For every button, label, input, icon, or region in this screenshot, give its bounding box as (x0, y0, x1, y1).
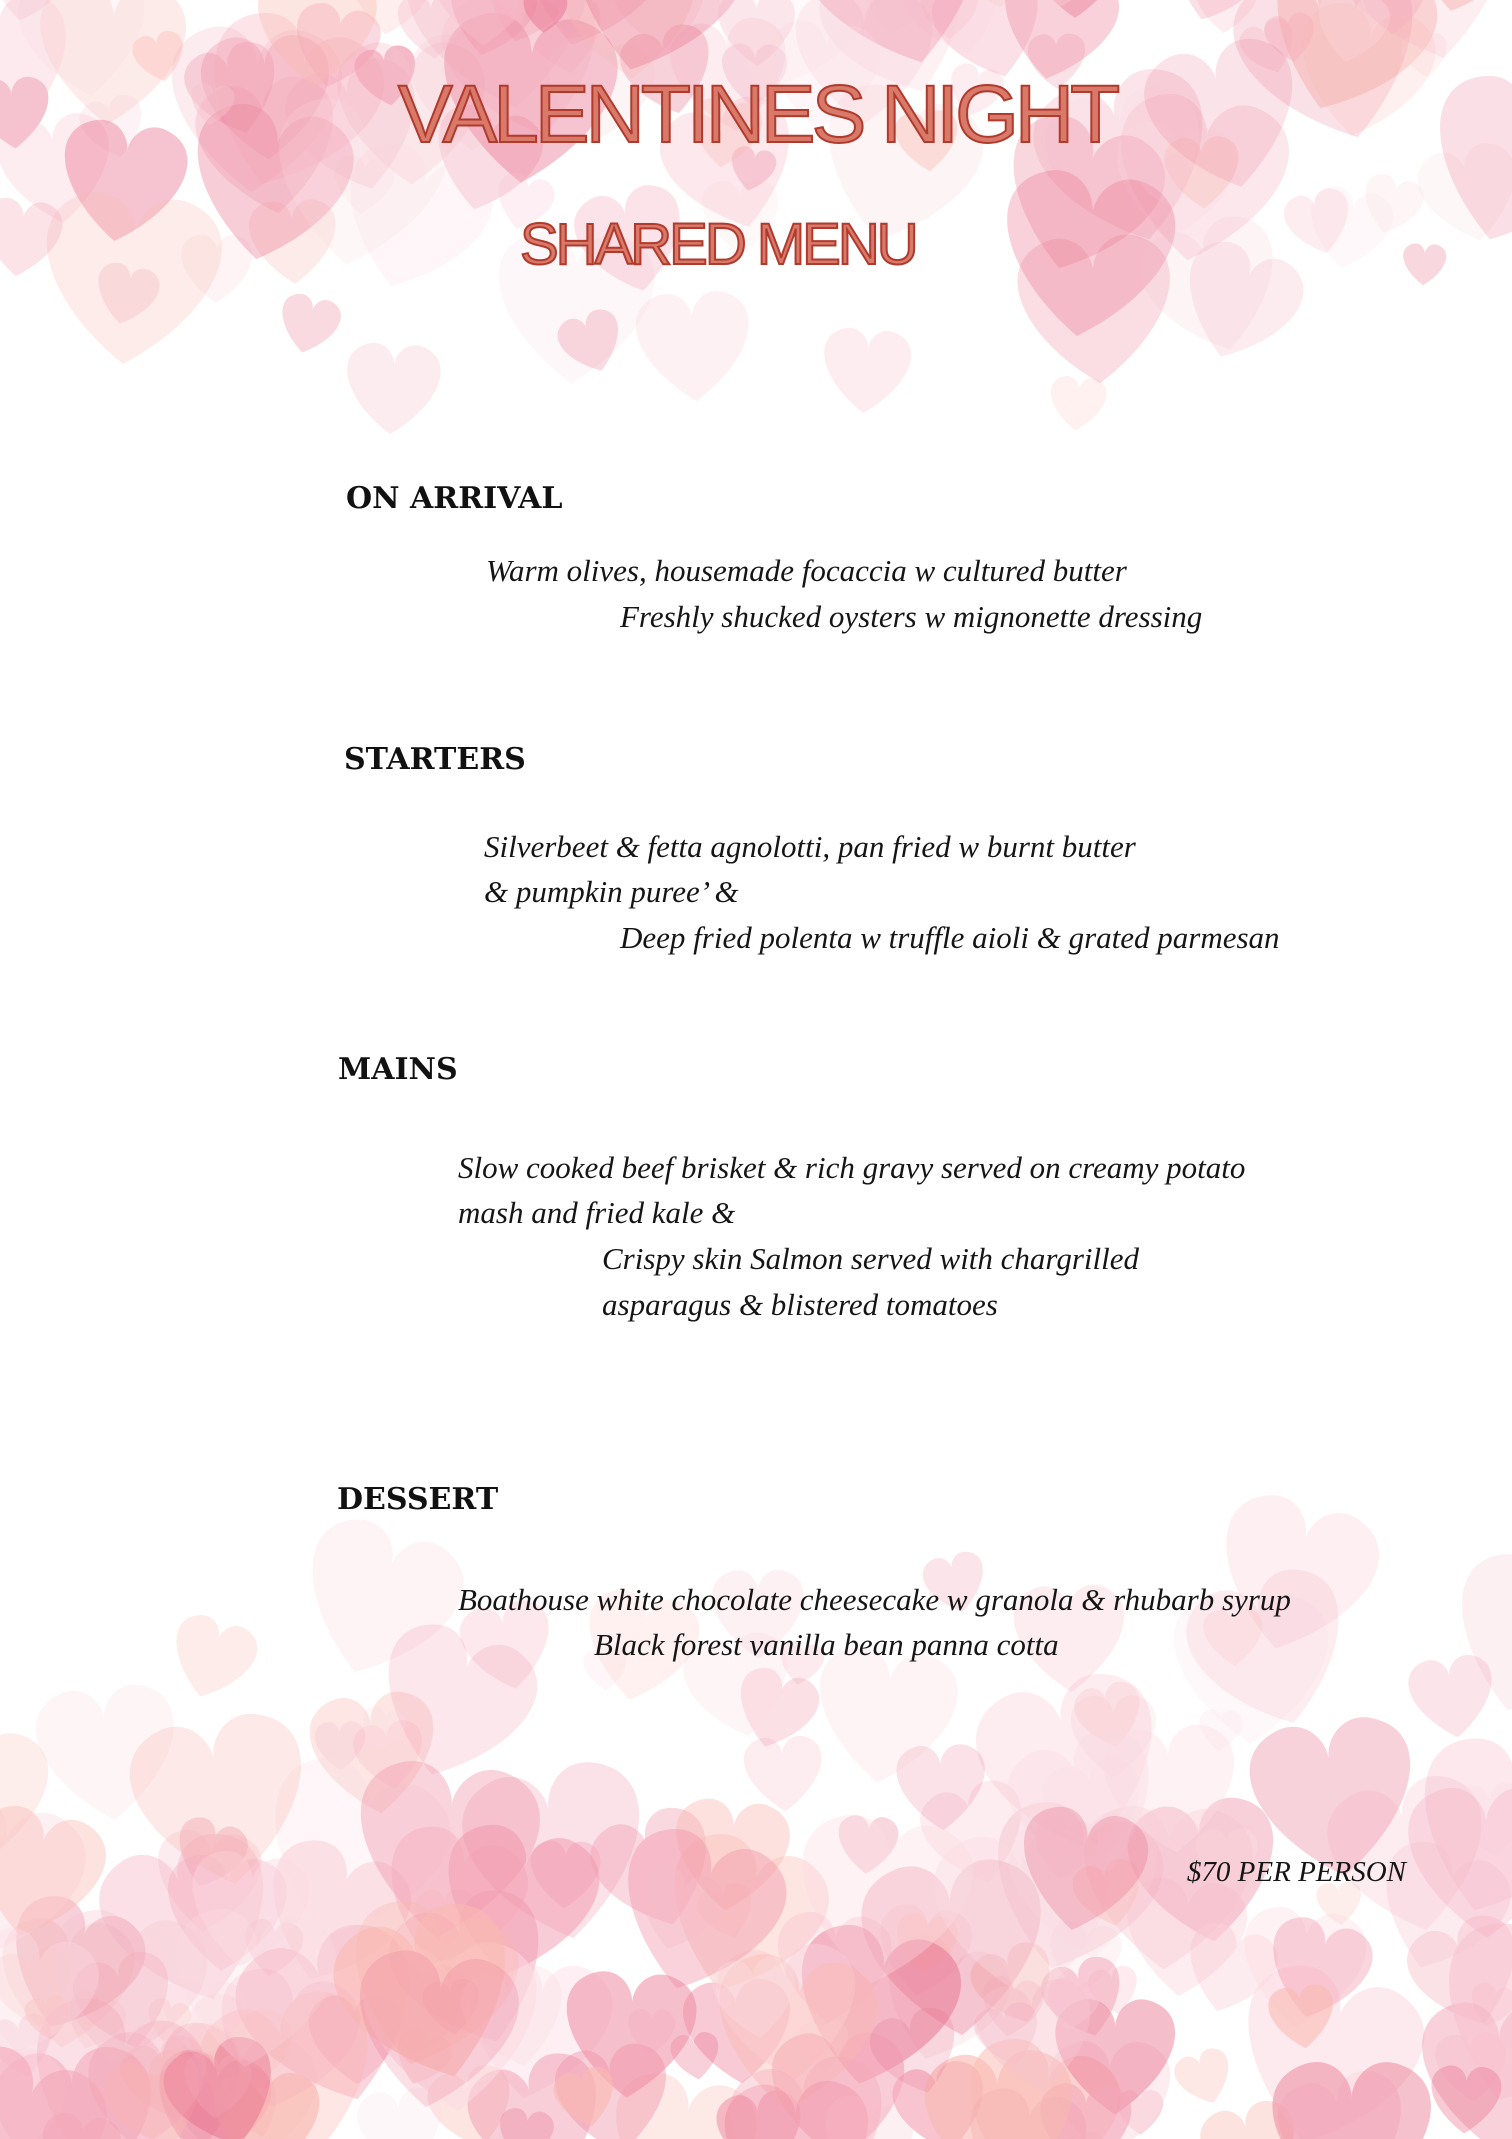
heart-icon (223, 1912, 441, 2126)
heart-icon (693, 1879, 761, 1945)
heart-icon (966, 1663, 1178, 1870)
heart-icon (1036, 0, 1090, 10)
heart-icon (892, 1911, 960, 1977)
heart-icon (1131, 208, 1294, 368)
heart-icon (627, 1860, 730, 1961)
heart-icon (1405, 1652, 1499, 1743)
heart-icon (1402, 243, 1447, 287)
heart-icon (1266, 1983, 1338, 2052)
heart-icon (1409, 0, 1512, 21)
heart-icon (452, 1949, 618, 2111)
heart-icon (181, 2051, 253, 2121)
heart-icon (781, 1916, 969, 2100)
menu-item-line: Warm olives, housemade focaccia w cultured butter (486, 553, 1127, 588)
heart-icon (495, 2106, 556, 2139)
heart-icon (501, 0, 677, 62)
heart-icon (1316, 0, 1512, 78)
heart-icon (0, 0, 87, 141)
heart-icon (151, 1827, 264, 1937)
heart-icon (1419, 2001, 1512, 2139)
heart-icon (1119, 1874, 1251, 2002)
heart-icon (1036, 1951, 1134, 2047)
heart-icon (459, 2044, 619, 2139)
heart-icon (0, 1916, 137, 2053)
menu-item-line: mash and fried kale & (458, 1195, 736, 1230)
heart-icon (0, 195, 65, 281)
heart-icon (345, 0, 435, 39)
heart-icon (809, 1642, 963, 1791)
price-per-person: $70 PER PERSON (1186, 1856, 1406, 1888)
heart-icon (1070, 1678, 1148, 1754)
heart-icon (0, 2014, 77, 2139)
heart-icon (23, 1994, 73, 2043)
heart-icon (1414, 1910, 1512, 2129)
heart-icon (519, 0, 610, 80)
heart-icon (872, 1901, 976, 2002)
heart-icon (1108, 118, 1241, 247)
heart-icon (914, 1774, 1038, 1895)
heart-icon (157, 1975, 247, 2063)
heart-icon (1301, 182, 1398, 276)
heart-icon (1101, 1721, 1242, 1858)
heart-icon (32, 1681, 183, 1827)
heart-icon (1272, 2062, 1431, 2139)
heart-icon (669, 2030, 723, 2082)
heart-icon (58, 1987, 130, 2058)
heart-icon (896, 0, 1015, 67)
menu-item-line: Deep fried polenta w truffle aioli & grated parmesan (620, 920, 1280, 955)
heart-icon (161, 1609, 263, 1709)
heart-icon (1310, 0, 1393, 69)
heart-icon (598, 2066, 764, 2139)
heart-icon (582, 1799, 729, 1943)
heart-icon (1049, 2041, 1171, 2139)
heart-icon (634, 289, 753, 404)
heart-icon (140, 2015, 325, 2139)
heart-icon (1164, 135, 1242, 210)
heart-icon (857, 1855, 1051, 2043)
heart-icon (240, 1917, 305, 1980)
section-heading-mains: MAINS (338, 1052, 458, 1087)
heart-icon (0, 1798, 114, 1951)
heart-icon (144, 2043, 277, 2139)
heart-icon (957, 0, 1034, 12)
heart-icon (529, 1840, 601, 1910)
heart-icon (248, 198, 339, 286)
heart-icon (1399, 1907, 1512, 2041)
heart-icon (713, 1940, 864, 2087)
heart-icon (895, 1743, 987, 1832)
heart-icon (710, 1954, 801, 2043)
heart-icon (1280, 184, 1358, 261)
menu-item-line: asparagus & blistered tomatoes (602, 1287, 998, 1322)
menu-item-line: Freshly shucked oysters w mignonette dressing (620, 599, 1203, 634)
heart-icon (1166, 232, 1312, 375)
heart-icon (722, 2079, 873, 2139)
heart-icon (1015, 232, 1176, 388)
heart-icon (355, 2085, 449, 2139)
heart-icon (864, 2002, 968, 2104)
heart-icon (366, 1816, 538, 1985)
heart-icon (920, 0, 979, 39)
heart-icon (415, 1888, 476, 1947)
heart-icon (0, 1782, 96, 1981)
heart-icon (306, 1688, 443, 1821)
section-heading-dessert: DESSERT (337, 1482, 499, 1517)
heart-icon (522, 0, 568, 34)
heart-icon (88, 1822, 293, 2022)
section-heading-starters: STARTERS (344, 742, 526, 777)
heart-icon (1257, 1911, 1379, 2030)
heart-icon (0, 109, 118, 230)
heart-icon (456, 1961, 574, 2076)
heart-icon (199, 34, 332, 163)
heart-icon (1262, 10, 1318, 65)
heart-icon (1038, 2082, 1133, 2139)
heart-icon (1218, 1954, 1436, 2139)
heart-icon (1235, 14, 1303, 81)
heart-icon (127, 2022, 185, 2078)
heart-icon (142, 1996, 194, 2047)
heart-icon (378, 1879, 569, 2066)
menu-item-line: Boathouse white chocolate cheesecake w granola & rhubarb syrup (458, 1582, 1291, 1617)
heart-icon (360, 1613, 548, 1797)
heart-icon (946, 2029, 1130, 2139)
heart-icon (167, 1812, 253, 1896)
heart-icon (1412, 138, 1512, 251)
heart-icon (644, 1822, 840, 2015)
heart-icon (1221, 0, 1445, 163)
heart-icon (0, 1921, 106, 2068)
heart-icon (181, 234, 253, 303)
heart-icon (83, 2017, 254, 2139)
heart-icon (90, 259, 163, 330)
heart-icon (115, 2030, 217, 2130)
heart-icon (0, 2010, 59, 2082)
heart-icon (723, 2049, 900, 2139)
section-heading-on-arrival: ON ARRIVAL (346, 481, 563, 516)
heart-icon (173, 2061, 290, 2139)
heart-icon (190, 71, 347, 224)
heart-icon (364, 1956, 473, 2062)
heart-icon (130, 28, 190, 86)
heart-icon (282, 1508, 475, 1697)
heart-icon (1162, 0, 1267, 32)
heart-icon (971, 1999, 1046, 2072)
heart-icon (1086, 1963, 1143, 2018)
heart-icon (347, 1756, 545, 1948)
heart-icon (1433, 1543, 1512, 1734)
heart-icon (286, 0, 385, 95)
heart-icon (188, 81, 236, 127)
heart-icon (771, 2032, 906, 2139)
heart-icon (1056, 2129, 1111, 2139)
heart-icon (1038, 1754, 1152, 1865)
heart-icon (178, 36, 289, 145)
heart-icon (321, 1891, 537, 2103)
heart-icon (1286, 0, 1442, 149)
heart-icon (36, 188, 227, 373)
heart-icon (53, 115, 192, 250)
heart-icon (562, 1969, 699, 2101)
heart-icon (1071, 1695, 1157, 1778)
heart-icon (1465, 1980, 1512, 2032)
heart-icon (1055, 1999, 1175, 2115)
heart-icon (1005, 1808, 1167, 1965)
heart-icon (959, 2084, 1091, 2139)
heart-icon (67, 1946, 183, 2060)
heart-icon (166, 24, 344, 196)
heart-icon (1175, 1917, 1284, 2024)
heart-icon (347, 1945, 524, 2117)
heart-icon (600, 1818, 797, 2011)
heart-icon (168, 1985, 300, 2114)
heart-icon (478, 0, 572, 52)
heart-icon (181, 0, 397, 211)
heart-icon (0, 1945, 79, 2034)
heart-icon (771, 1909, 895, 2029)
heart-icon (0, 75, 52, 151)
heart-icon (1392, 1726, 1512, 1937)
heart-icon (76, 91, 151, 164)
heart-icon (681, 1976, 796, 2087)
heart-icon (156, 2029, 291, 2139)
heart-icon (1192, 0, 1260, 35)
heart-icon (14, 0, 154, 103)
heart-icon (37, 1904, 213, 2075)
heart-icon (330, 1891, 528, 2085)
heart-icon (1201, 1485, 1389, 1668)
heart-icon (971, 1791, 1174, 1989)
heart-icon (929, 1825, 1120, 2010)
heart-icon (1028, 1814, 1101, 1885)
heart-icon (214, 2073, 320, 2139)
heart-icon (727, 1662, 824, 1757)
heart-icon (1195, 2095, 1308, 2139)
heart-icon (888, 2056, 995, 2139)
page-title: VALENTINES NIGHT (398, 69, 1117, 160)
heart-icon (164, 1904, 340, 2075)
heart-icon (1104, 87, 1296, 273)
heart-icon (627, 2008, 676, 2055)
heart-icon (553, 305, 631, 381)
heart-icon (0, 2043, 161, 2139)
heart-icon (0, 1733, 48, 1865)
heart-icon (1271, 2064, 1418, 2139)
heart-icon (718, 0, 796, 67)
heart-icon (1360, 0, 1424, 34)
heart-icon (1135, 151, 1200, 214)
heart-icon (795, 2020, 851, 2074)
heart-icon (181, 1846, 314, 1975)
heart-icon (812, 2090, 919, 2139)
heart-icon (1197, 1708, 1243, 1752)
heart-icon (1408, 1787, 1512, 1938)
heart-icon (922, 2048, 1079, 2139)
heart-icon (0, 2034, 119, 2139)
heart-icon (965, 1936, 1066, 2035)
menu-item-line: & pumpkin puree’ & (484, 874, 739, 909)
heart-icon (396, 0, 468, 61)
heart-icon (314, 1721, 366, 1771)
heart-icon (1117, 2090, 1164, 2135)
heart-icon (361, 1939, 544, 2116)
heart-icon (551, 2039, 676, 2139)
heart-icon (1234, 1903, 1370, 2035)
heart-icon (343, 341, 442, 436)
heart-icon (1434, 2031, 1509, 2104)
heart-icon (1355, 170, 1427, 241)
heart-icon (1173, 1595, 1328, 1744)
heart-icon (36, 2110, 124, 2139)
heart-icon (34, 0, 188, 129)
heart-icon (0, 0, 71, 27)
heart-icon (454, 1754, 661, 1955)
heart-icon (993, 165, 1181, 347)
heart-icon (1047, 375, 1108, 434)
heart-icon (203, 1961, 367, 2120)
heart-icon (972, 1975, 1101, 2100)
heart-icon (427, 0, 542, 46)
heart-icon (707, 1949, 883, 2119)
heart-icon (240, 1744, 464, 1964)
heart-icon (429, 1817, 607, 1991)
heart-icon (977, 1974, 1046, 2041)
heart-icon (162, 1852, 289, 1975)
heart-icon (856, 0, 938, 42)
heart-icon (0, 1886, 156, 2049)
heart-icon (1411, 64, 1512, 262)
heart-icon (350, 1717, 429, 1794)
heart-icon (1136, 30, 1314, 204)
heart-icon (97, 2043, 218, 2139)
heart-icon (255, 0, 378, 89)
heart-icon (609, 0, 715, 58)
heart-icon (743, 1735, 825, 1814)
heart-icon (1429, 2065, 1502, 2136)
menu-item-line: Crispy skin Salmon served with chargrilled (602, 1241, 1140, 1276)
heart-icon (866, 1926, 1019, 2076)
heart-icon (669, 1796, 793, 1916)
heart-icon (421, 1977, 483, 2037)
heart-icon (1244, 0, 1450, 136)
heart-icon (1069, 1855, 1149, 1933)
heart-icon (714, 2088, 808, 2139)
heart-icon (1044, 1918, 1125, 1997)
menu-item-line: Silverbeet & fetta agnolotti, pan fried w burnt butter (484, 829, 1136, 864)
heart-icon (308, 1993, 405, 2086)
heart-icon (6, 1986, 217, 2139)
heart-icon (387, 2024, 457, 2092)
heart-icon (1010, 1801, 1153, 1941)
heart-icon (1031, 0, 1120, 18)
page-subtitle: SHARED MENU (520, 212, 916, 277)
heart-icon (1400, 31, 1450, 79)
heart-icon (423, 2060, 522, 2139)
heart-icon (122, 1706, 320, 1898)
heart-icon (179, 97, 361, 274)
heart-icon (836, 1814, 900, 1876)
heart-icon (786, 1808, 979, 1995)
menu-item-line: Slow cooked beef brisket & rich gravy served on creamy potato (458, 1150, 1246, 1185)
heart-icon (356, 1704, 408, 1755)
heart-icon (1451, 1780, 1512, 1859)
heart-icon (1079, 1804, 1255, 1973)
heart-icon (1170, 2044, 1239, 2112)
heart-icon (245, 1829, 422, 2003)
heart-icon (1041, 1975, 1103, 2035)
heart-icon (550, 2063, 621, 2132)
heart-icon (331, 154, 396, 217)
heart-icon (820, 326, 913, 416)
heart-icon (439, 0, 542, 65)
heart-icon (190, 1982, 393, 2139)
heart-icon (997, 1718, 1177, 1895)
heart-icon (274, 290, 345, 359)
menu-item-line: Black forest vanilla bean panna cotta (594, 1627, 1059, 1662)
